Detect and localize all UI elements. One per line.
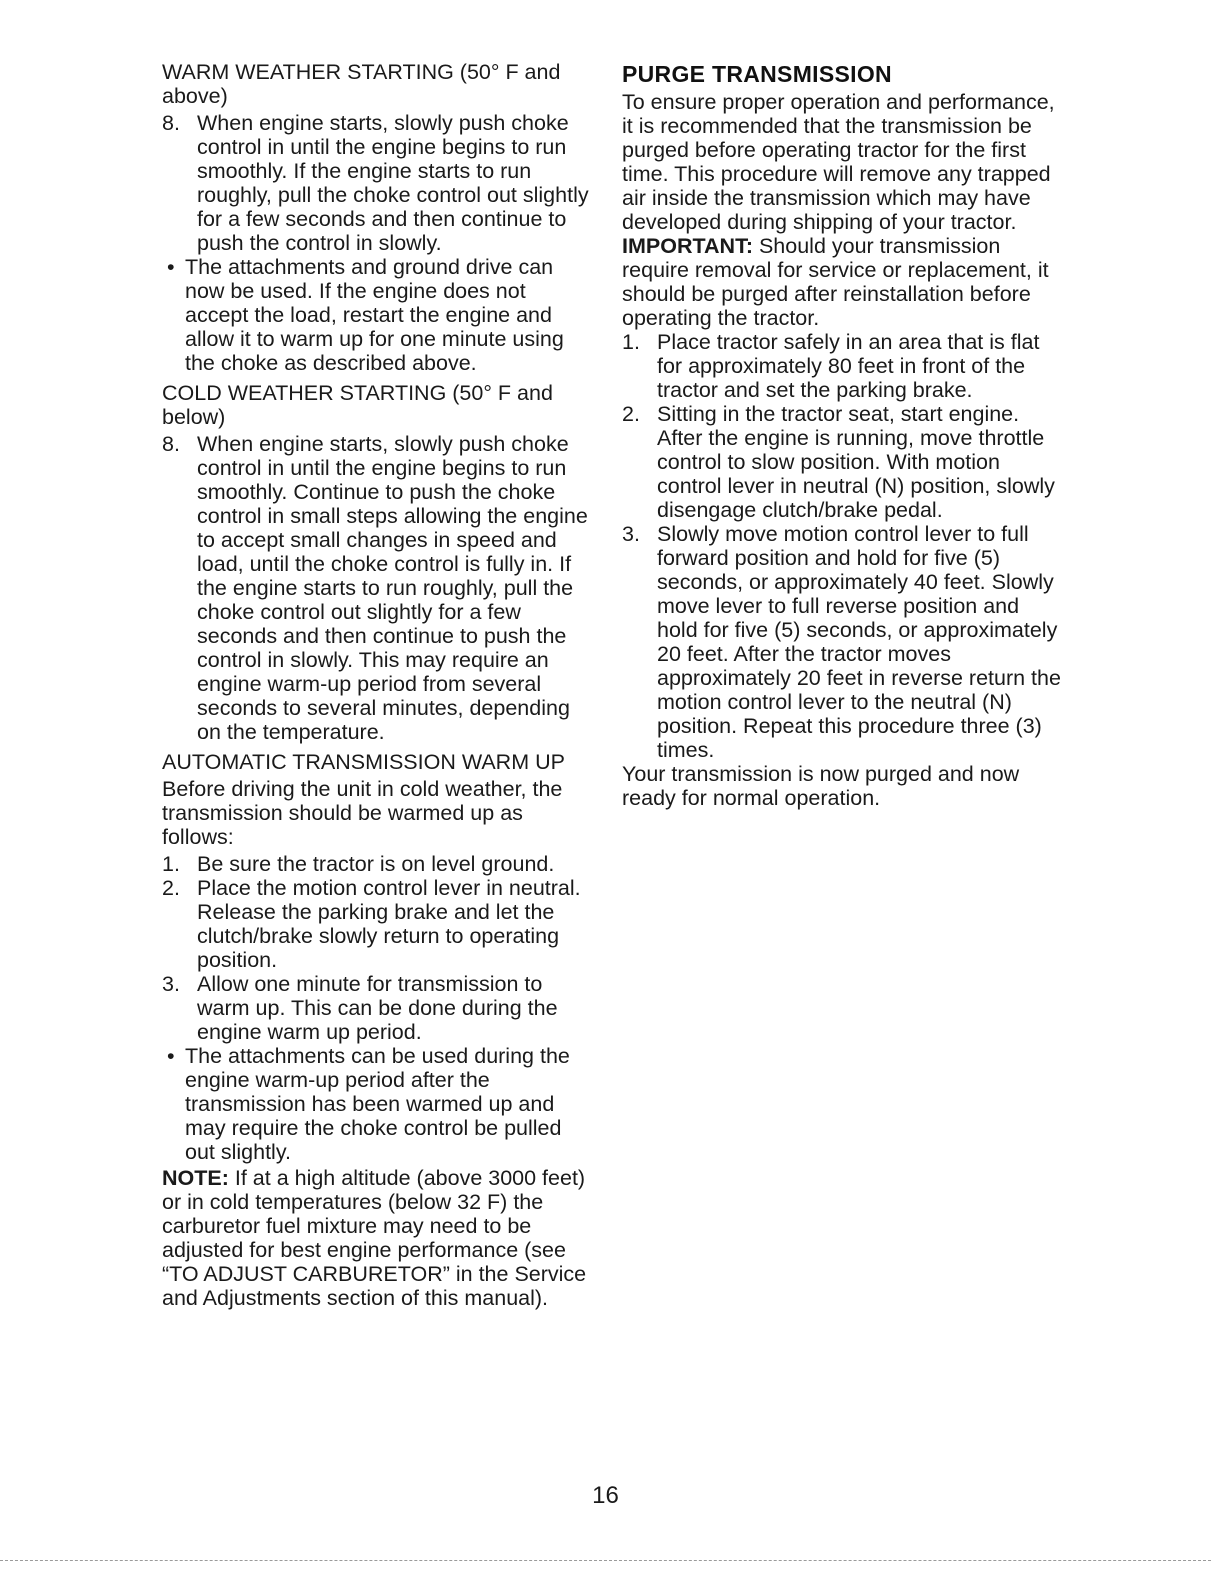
step-text: Allow one minute for transmission to warm up. This can be done during the engine warm up period. [197,972,558,1044]
warm-weather-heading: WARM WEATHER STARTING (50° F and above) [162,60,561,108]
cold-weather-heading: COLD WEATHER STARTING (50° F and below) [162,381,553,429]
left-column [162,60,594,1313]
step-number: 2. [162,876,180,900]
step-text: Be sure the tractor is on level ground. [197,852,555,876]
page-number: 16 [592,1482,619,1509]
auto-step-2 [162,876,594,972]
purge-step-3 [622,522,1062,762]
auto-step-3 [162,972,594,1044]
bullet-text: The attachments and ground drive can now be used. If the engine does not accept the load, restart the engine and allow it to warm up for one minute using the choke as described above. [185,255,564,375]
step-number: 3. [162,972,180,996]
auto-step-1 [162,852,594,876]
warm-bullet [162,255,594,375]
step-text: Slowly move motion control lever to full forward position and hold for five (5) seconds, or approximately 40 feet. Slowly move lever to full reverse position and hold for five (5) seconds, or approximately 20 feet. After the tractor moves approximately 20 feet in reverse return the motion control lever to the neutral (N) position. Repeat this procedure three (3) times. [657,522,1061,762]
step-number: 2. [622,402,640,426]
warm-step-8 [162,111,594,255]
bullet-text: The attachments can be used during the engine warm-up period after the transmission has been warmed up and may require the choke control be pulled out slightly. [185,1044,570,1164]
purge-step-2 [622,402,1062,522]
auto-bullet [162,1044,594,1164]
step-text: When engine starts, slowly push choke control in until the engine begins to run smoothly. If the engine starts to run roughly, pull the choke control out slightly for a few seconds and then continue to push the control in slowly. [197,111,589,255]
step-number: 1. [162,852,180,876]
step-number: 8. [162,432,180,456]
purge-intro: To ensure proper operation and performance, it is recommended that the transmission be purged before operating tractor for the first time. This procedure will remove any trapped air inside the transmission which may have developed during shipping of your tractor. [622,90,1055,234]
auto-transmission-intro: Before driving the unit in cold weather, the transmission should be warmed up as follows: [162,777,563,849]
important-text: Should your transmission require removal for service or replacement, it should be purged after reinstallation before operating the tractor. [622,234,1049,330]
note-label: NOTE: [162,1166,229,1190]
note-text: If at a high altitude (above 3000 feet) or in cold temperatures (below 32 F) the carburetor fuel mixture may need to be adjusted for best engine performance (see “TO ADJUST CARBURETOR” in the Service and Adjustments section of this manual). [162,1166,587,1310]
step-text: Place the motion control lever in neutral. Release the parking brake and let the clutch/brake slowly return to operating position. [197,876,581,972]
step-text: When engine starts, slowly push choke control in until the engine begins to run smoothly. Continue to push the choke control in small steps allowing the engine to accept small changes in speed and load, until the choke control is fully in. If the engine starts to run roughly, pull the choke control out slightly for a few seconds and then continue to push the control in slowly. This may require an engine warm-up period from several seconds to several minutes, depending on the temperature. [197,432,588,744]
cold-step-8 [162,432,594,744]
step-number: 1. [622,330,640,354]
important-label: IMPORTANT: [622,234,753,258]
page-bottom-divider [0,1560,1211,1561]
important-paragraph [622,234,1062,330]
step-number: 3. [622,522,640,546]
auto-transmission-heading: AUTOMATIC TRANSMISSION WARM UP [162,750,565,774]
step-text: Sitting in the tractor seat, start engine. After the engine is running, move throttle control to slow position. With motion control lever in neutral (N) position, slowly disengage clutch/brake pedal. [657,402,1055,522]
purge-transmission-heading: PURGE TRANSMISSION [622,61,892,87]
bullet-icon: • [167,1044,175,1068]
bullet-icon: • [167,255,175,279]
purge-outro: Your transmission is now purged and now ready for normal operation. [622,762,1020,810]
purge-step-1 [622,330,1062,402]
step-text: Place tractor safely in an area that is flat for approximately 80 feet in front of the tractor and set the parking brake. [657,330,1040,402]
note-paragraph [162,1166,594,1310]
step-number: 8. [162,111,180,135]
right-column [622,60,1062,813]
